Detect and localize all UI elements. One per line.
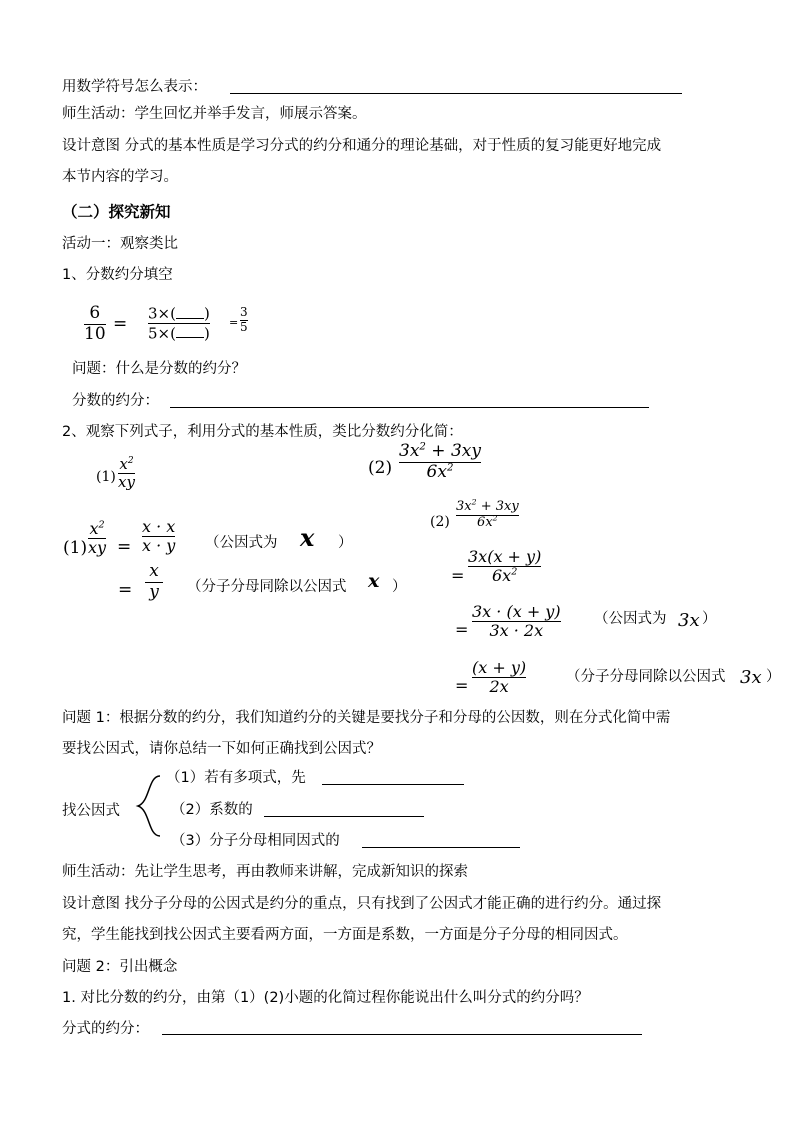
note-close: ） xyxy=(702,611,717,627)
solution-2-label: (2) xyxy=(430,514,450,530)
expanded-fraction: 3x · (x + y) 3x · 2x xyxy=(472,602,561,641)
fill-in-fraction: 3×( ) 5×( ) xyxy=(148,304,210,343)
question-1-text-cont: 要找公因式，请你总结一下如何正确找到公因式？ xyxy=(62,741,381,757)
denominator-blank[interactable] xyxy=(176,324,204,339)
fraction-reduction-definition-label: 分式的约分： xyxy=(62,1021,149,1037)
fraction-reduction-label: 分数的约分： xyxy=(72,393,159,409)
cancel-note: （分子分母同除以公因式 xyxy=(566,669,726,685)
equals-sign: = xyxy=(229,316,239,329)
result-fraction: (x + y) 2x xyxy=(472,658,527,697)
question-2-label: 问题 2：引出概念 xyxy=(62,959,178,975)
activity-text: 师生活动：先让学生思考，再由教师来讲解，完成新知识的探索 xyxy=(62,864,468,880)
solution-1-fraction: $x^2$ xy xyxy=(88,519,107,558)
find-step-3: （3）分子分母相同因式的 xyxy=(171,833,340,849)
item-1-label: 1、分数约分填空 xyxy=(62,267,173,283)
cancel-factor-x: x xyxy=(368,570,380,592)
note-close: ） xyxy=(338,535,353,551)
fraction-6-10: 6 10 xyxy=(84,303,106,344)
equals-sign: = xyxy=(455,676,469,695)
design-intent-text: 设计意图 分式的基本性质是学习分式的约分和通分的理论基础，对于性质的复习能更好地完成 xyxy=(62,138,662,154)
answer-blank[interactable] xyxy=(162,1034,642,1035)
problem-1-label: (1) xyxy=(96,469,116,485)
equals-sign: = xyxy=(451,566,465,585)
section-heading: （二）探究新知 xyxy=(62,203,171,221)
note-close: ） xyxy=(392,579,407,595)
answer-blank[interactable] xyxy=(264,816,424,817)
activity-text: 师生活动：学生回忆并举手发言，师展示答案。 xyxy=(62,106,367,122)
solution-1-label: (1) xyxy=(63,538,88,558)
activity-one-label: 活动一：观察类比 xyxy=(62,236,178,252)
problem-2-label: (2) xyxy=(368,458,393,478)
question-fraction: 问题：什么是分数的约分？ xyxy=(72,361,246,377)
common-factor-note: （公因式为 xyxy=(205,535,278,551)
answer-blank[interactable] xyxy=(230,93,682,94)
problem-1-fraction: $x^2$ xy xyxy=(118,455,135,492)
solution-1-result-fraction: x y xyxy=(145,562,163,602)
common-factor-x: x xyxy=(300,523,315,552)
design-intent-text-cont: 究，学生能找到找公因式主要看两方面，一方面是系数，一方面是分子分母的相同因式。 xyxy=(62,927,628,943)
equals-sign: = xyxy=(117,537,132,557)
question-1-text: 问题 1：根据分数的约分，我们知道约分的关键是要找分子和分母的公因数，则在分式化简中需 xyxy=(62,710,671,726)
answer-blank[interactable] xyxy=(170,407,649,408)
symbol-express-label: 用数学符号怎么表示： xyxy=(62,79,207,95)
numerator-blank[interactable] xyxy=(176,304,204,319)
note-close: ） xyxy=(766,669,781,685)
cancel-note: （分子分母同除以公因式 xyxy=(187,579,347,595)
cancel-factor-3x: 3x xyxy=(740,667,762,688)
equals-sign: = xyxy=(113,314,128,334)
answer-blank[interactable] xyxy=(362,847,520,848)
factored-fraction: 3x(x + y) $6x^2$ xyxy=(468,547,542,586)
design-intent-text: 设计意图 找分子分母的公因式是约分的重点，只有找到了公因式才能正确的进行约分。通过探 xyxy=(62,896,662,912)
answer-blank[interactable] xyxy=(322,784,464,785)
item-2-label: 2、观察下列式子，利用分式的基本性质，类比分数约分化简： xyxy=(62,424,463,440)
brace-icon xyxy=(134,774,164,838)
common-factor-note: （公因式为 xyxy=(594,611,667,627)
common-factor-3x: 3x xyxy=(678,610,700,631)
find-step-1: （1）若有多项式，先 xyxy=(166,770,306,786)
question-2-item-1: 1. 对比分数的约分，由第（1）(2)小题的化简过程你能说出什么叫分式的约分吗？ xyxy=(62,990,589,1006)
find-factor-label: 找公因式 xyxy=(62,803,120,819)
equals-sign: = xyxy=(455,620,469,639)
solution-2-fraction: $3x^2 + 3xy$ $6x^2$ xyxy=(456,497,519,530)
solution-1-expanded-fraction: x · x x · y xyxy=(142,517,176,556)
equals-sign: = xyxy=(118,580,133,600)
find-step-2: （2）系数的 xyxy=(171,802,253,818)
design-intent-text-cont: 本节内容的学习。 xyxy=(62,169,178,185)
fraction-3-5: 3 5 xyxy=(240,305,248,334)
problem-2-fraction: $3x^2 + 3xy$ $6x^2$ xyxy=(399,441,481,482)
